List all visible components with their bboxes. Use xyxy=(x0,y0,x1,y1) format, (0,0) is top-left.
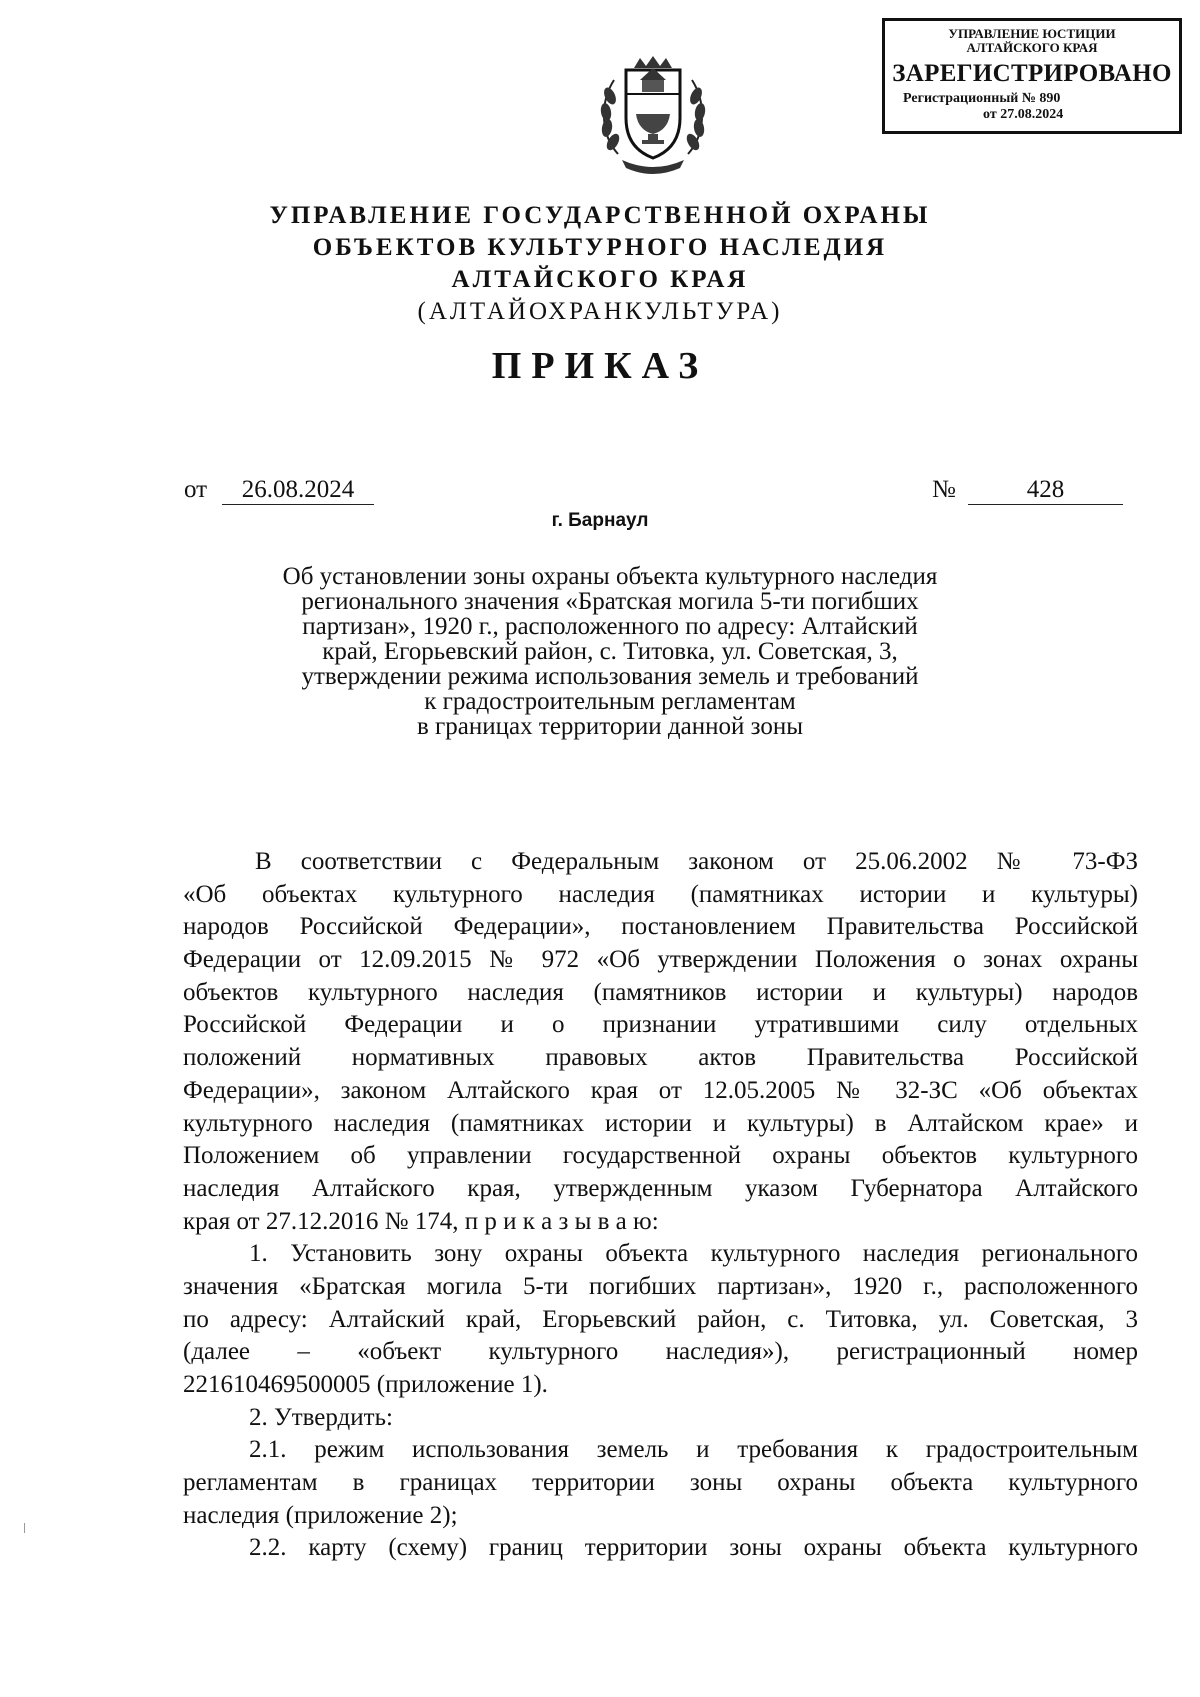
agency-abbreviation: (АЛТАЙОХРАНКУЛЬТУРА) xyxy=(417,298,783,325)
subject-line: в границах территории данной зоны xyxy=(417,713,803,740)
item-1-line: (далее – «объект культурного наследия»), регистрационный номер xyxy=(183,1338,1138,1366)
body-line: Положением об управлении государственной охраны объектов культурного xyxy=(183,1142,1138,1170)
subject-line: утверждении режима использования земель и требований xyxy=(301,663,919,690)
subject-line: регионального значения «Братская могила 5-ти погибших xyxy=(301,588,919,615)
body-line: В соответствии с Федеральным законом от 25.06.2002 № 73-ФЗ xyxy=(255,848,1138,875)
stamp-org-line-1: УПРАВЛЕНИЕ ЮСТИЦИИ xyxy=(948,26,1116,41)
item-2-1-line: наследия (приложение 2); xyxy=(183,1501,458,1529)
order-date: 26.08.2024 xyxy=(222,476,374,505)
item-1-line: 221610469500005 (приложение 1). xyxy=(183,1371,548,1398)
stamp-reg-label: Регистрационный № xyxy=(903,91,1036,106)
date-prefix: от xyxy=(184,476,208,503)
agency-header xyxy=(0,200,1200,328)
stamp-date-label: от xyxy=(983,107,997,122)
subject-line: край, Егорьевский район, с. Титовка, ул. Советская, 3, xyxy=(322,638,898,665)
item-2-2-line: 2.2. карту (схему) границ территории зоны охраны объекта культурного xyxy=(249,1534,1138,1562)
subject-line: Об установлении зоны охраны объекта культурного наследия xyxy=(282,563,938,590)
body-line: Федерации от 12.09.2015 № 972 «Об утверждении Положения о зонах охраны xyxy=(183,946,1138,974)
item-1-line: значения «Братская могила 5-ти погибших партизан», 1920 г., расположенного xyxy=(183,1272,1138,1300)
order-number: 428 xyxy=(968,476,1123,505)
body-line: положений нормативных правовых актов Правительства Российской xyxy=(183,1044,1138,1072)
subject-line: к градостроительным регламентам xyxy=(424,688,796,715)
stamp-reg-number: 890 xyxy=(1039,91,1061,106)
body-line: Российской Федерации и о признании утратившими силу отдельных xyxy=(183,1011,1138,1039)
document-type-title: ПРИКАЗ xyxy=(491,345,709,387)
body-line: края от 27.12.2016 № 174, п р и к а з ы в а ю: xyxy=(183,1207,659,1235)
body-line: народов Российской Федерации», постановлением Правительства Российской xyxy=(183,913,1138,941)
body-line: объектов культурного наследия (памятников истории и культуры) народов xyxy=(183,978,1138,1006)
agency-line-1: УПРАВЛЕНИЕ ГОСУДАРСТВЕННОЙ ОХРАНЫ xyxy=(269,202,931,229)
agency-line-2: ОБЪЕКТОВ КУЛЬТУРНОГО НАСЛЕДИЯ xyxy=(312,234,888,261)
agency-line-3: АЛТАЙСКОГО КРАЯ xyxy=(451,266,749,293)
item-2-1-line: регламентам в границах территории зоны охраны объекта культурного xyxy=(183,1469,1138,1497)
registration-stamp xyxy=(882,18,1182,134)
stamp-date-line xyxy=(885,107,1179,123)
scan-margin-mark xyxy=(24,1523,25,1533)
stamp-org-line-2: АЛТАЙСКОГО КРАЯ xyxy=(966,40,1098,55)
item-1-line: по адресу: Алтайский край, Егорьевский район, с. Титовка, ул. Советская, 3 xyxy=(183,1305,1138,1333)
order-subject xyxy=(250,564,970,739)
body-line: наследия Алтайского края, утвержденным указом Губернатора Алтайского xyxy=(183,1174,1138,1202)
item-1-line: 1. Установить зону охраны объекта культурного наследия регионального xyxy=(249,1240,1138,1268)
item-2-1-line: 2.1. режим использования земель и требования к градостроительным xyxy=(249,1436,1138,1464)
stamp-date: 27.08.2024 xyxy=(1000,107,1064,122)
item-2-line: 2. Утвердить: xyxy=(249,1403,393,1431)
number-prefix: № xyxy=(932,476,956,503)
body-line: Федерации», законом Алтайского края от 12.05.2005 № 32-ЗС «Об объектах xyxy=(183,1076,1138,1104)
order-body xyxy=(183,846,1138,1565)
city-name: г. Барнаул xyxy=(551,510,649,531)
stamp-status: ЗАРЕГИСТРИРОВАНО xyxy=(892,60,1172,87)
body-line: «Об объектах культурного наследия (памятниках истории и культуры) xyxy=(183,880,1138,908)
subject-line: партизан», 1920 г., расположенного по адресу: Алтайский xyxy=(302,613,918,640)
stamp-reg-number-line xyxy=(885,91,1179,107)
body-line: культурного наследия (памятниках истории и культуры) в Алтайском крае» и xyxy=(183,1109,1138,1137)
coat-of-arms-icon xyxy=(596,56,710,180)
